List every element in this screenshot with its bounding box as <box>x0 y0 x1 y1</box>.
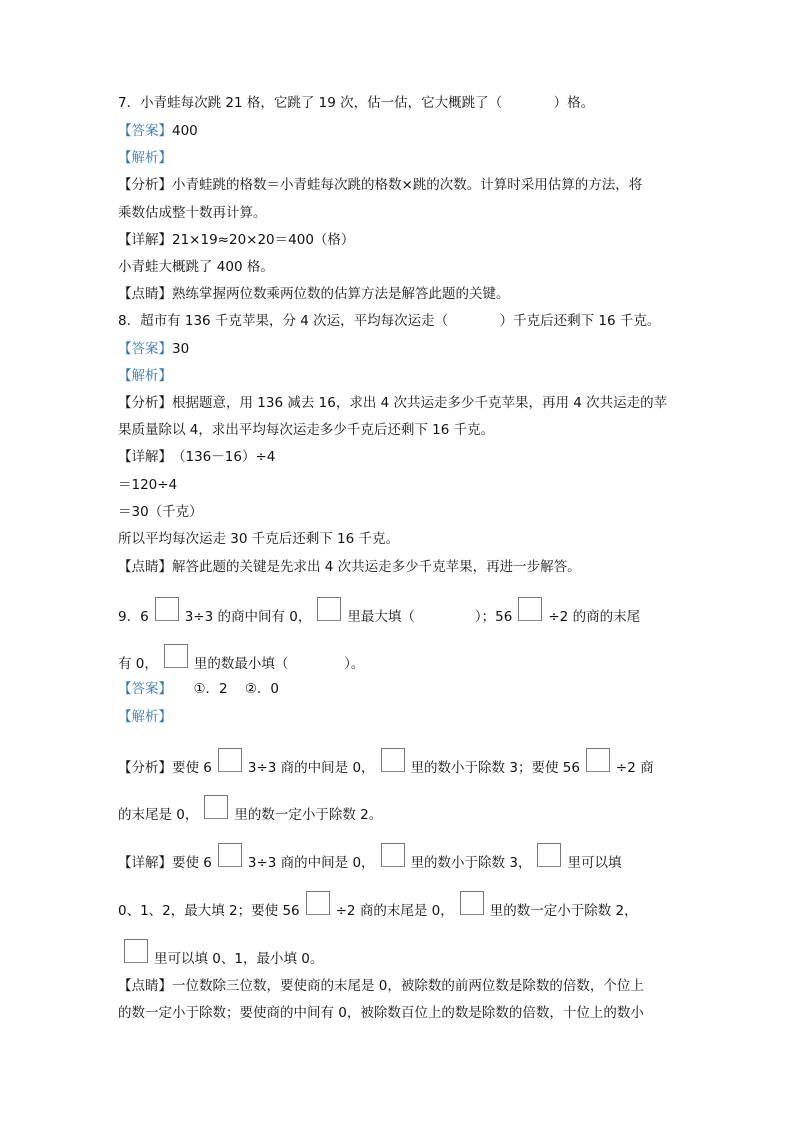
section-label: 【答案】 <box>118 681 172 697</box>
line-text: 所以平均每次运走 30 千克后还剩下 16 千克。 <box>118 531 400 547</box>
line-text: 21×19≈20×20＝400（格） <box>172 232 355 248</box>
text-line <box>118 136 172 166</box>
text-line <box>118 490 203 520</box>
text-line <box>118 218 354 248</box>
line-text: 里的数最小填（ ）。 <box>193 656 365 672</box>
blank-box <box>204 795 228 819</box>
text-line <box>118 408 494 438</box>
line-text: 里的数一定小于除数 2， <box>489 903 638 919</box>
section-label: 【分析】 <box>118 760 172 776</box>
blank-box <box>155 597 179 621</box>
line-text: 里的数一定小于除数 2。 <box>234 807 383 823</box>
line-text: ＝120÷4 <box>118 477 178 493</box>
text-line <box>118 191 267 221</box>
text-line <box>118 327 189 357</box>
text-line <box>118 695 172 725</box>
section-label: 【答案】 <box>118 123 172 139</box>
blank-box <box>306 891 330 915</box>
text-line <box>118 793 382 823</box>
section-label: 【解析】 <box>118 368 172 384</box>
line-text: 根据题意，用 136 减去 16，求出 4 次共运走多少千克苹果，再用 4 次共运走的苹 <box>172 395 668 411</box>
section-label: 【点睛】 <box>118 286 172 302</box>
line-text: 小青蛙跳的格数＝小青蛙每次跳的格数×跳的次数。计算时采用估算的方法，将 <box>172 177 643 193</box>
text-line <box>118 245 274 275</box>
line-text: （136－16）÷4 <box>172 449 276 465</box>
section-label: 【解析】 <box>118 150 172 166</box>
line-text: 里可以填 0、1，最小填 0。 <box>154 951 324 967</box>
section-label: 【分析】 <box>118 395 172 411</box>
line-text: 小青蛙大概跳了 400 格。 <box>118 259 274 275</box>
blank-box <box>381 843 405 867</box>
section-label: 【分析】 <box>118 177 172 193</box>
text-line <box>118 746 654 776</box>
text-line <box>118 163 642 193</box>
blank-box <box>164 644 188 668</box>
section-label: 【点睛】 <box>118 978 172 994</box>
blank-box <box>124 939 148 963</box>
text-line <box>118 841 621 871</box>
line-text: 30 <box>172 341 190 357</box>
line-text: 7．小青蛙每次跳 21 格，它跳了 19 次，估一估，它大概跳了（ ）格。 <box>118 95 595 111</box>
line-text: ①．2 ②．0 <box>172 681 280 697</box>
line-text: 熟练掌握两位数乘两位数的估算方法是解答此题的关键。 <box>172 286 510 302</box>
blank-box <box>317 597 341 621</box>
blank-box <box>218 843 242 867</box>
text-line <box>118 299 660 329</box>
line-text: 一位数除三位数，要使商的末尾是 0，被除数的前两位数是除数的倍数，个位上 <box>172 978 644 994</box>
text-line <box>118 889 638 919</box>
line-text: 的末尾是 0， <box>118 807 199 823</box>
text-line <box>118 381 667 411</box>
line-text: 的数一定小于除数；要使商的中间有 0，被除数百位上的数是除数的倍数，十位上的数小 <box>118 1005 644 1021</box>
line-text: 解答此题的关键是先求出 4 次共运走多少千克苹果，再进一步解答。 <box>172 559 581 575</box>
section-label: 【详解】 <box>118 855 172 871</box>
text-line <box>118 964 644 994</box>
line-text: 里最大填（ ）；56 <box>347 609 513 625</box>
text-line <box>118 545 581 575</box>
blank-box <box>537 843 561 867</box>
line-text: 0、1、2，最大填 2；要使 56 <box>118 903 300 919</box>
line-text: 要使 6 <box>172 760 212 776</box>
line-text: 9．6 <box>118 609 149 625</box>
line-text: 3÷3 商的中间是 0， <box>247 855 375 871</box>
text-line <box>118 991 644 1021</box>
blank-box <box>460 891 484 915</box>
text-line <box>118 463 177 493</box>
text-line <box>118 517 399 547</box>
section-label: 【详解】 <box>118 232 172 248</box>
line-text: 8．超市有 136 千克苹果，分 4 次运，平均每次运走（ ）千克后还剩下 16 千克。 <box>118 313 661 329</box>
line-text: 乘数估成整十数再计算。 <box>118 205 267 221</box>
line-text: 里的数小于除数 3；要使 56 <box>410 760 580 776</box>
line-text: ÷2 的商的末尾 <box>548 609 641 625</box>
section-label: 【解析】 <box>118 709 172 725</box>
section-label: 【详解】 <box>118 449 172 465</box>
section-label: 【答案】 <box>118 341 172 357</box>
line-text: ÷2 商的末尾是 0， <box>335 903 454 919</box>
line-text: 3÷3 的商中间有 0， <box>184 609 312 625</box>
blank-box <box>586 748 610 772</box>
text-line <box>118 354 172 384</box>
text-line <box>118 435 275 465</box>
blank-box <box>518 597 542 621</box>
text-line <box>118 272 510 302</box>
text-line <box>118 595 640 625</box>
line-text: 果质量除以 4，求出平均每次运走多少千克后还剩下 16 千克。 <box>118 422 495 438</box>
line-text: ÷2 商 <box>615 760 654 776</box>
line-text: 里的数小于除数 3， <box>410 855 532 871</box>
line-text: 400 <box>172 123 198 139</box>
section-label: 【点睛】 <box>118 559 172 575</box>
blank-box <box>381 748 405 772</box>
blank-box <box>218 748 242 772</box>
text-line <box>118 109 198 139</box>
line-text: 要使 6 <box>172 855 212 871</box>
line-text: ＝30（千克） <box>118 504 203 520</box>
text-line <box>118 937 323 967</box>
line-text: 3÷3 商的中间是 0， <box>247 760 375 776</box>
line-text: 有 0， <box>118 656 158 672</box>
line-text: 里可以填 <box>567 855 622 871</box>
text-line <box>118 667 279 697</box>
text-line <box>118 81 594 111</box>
